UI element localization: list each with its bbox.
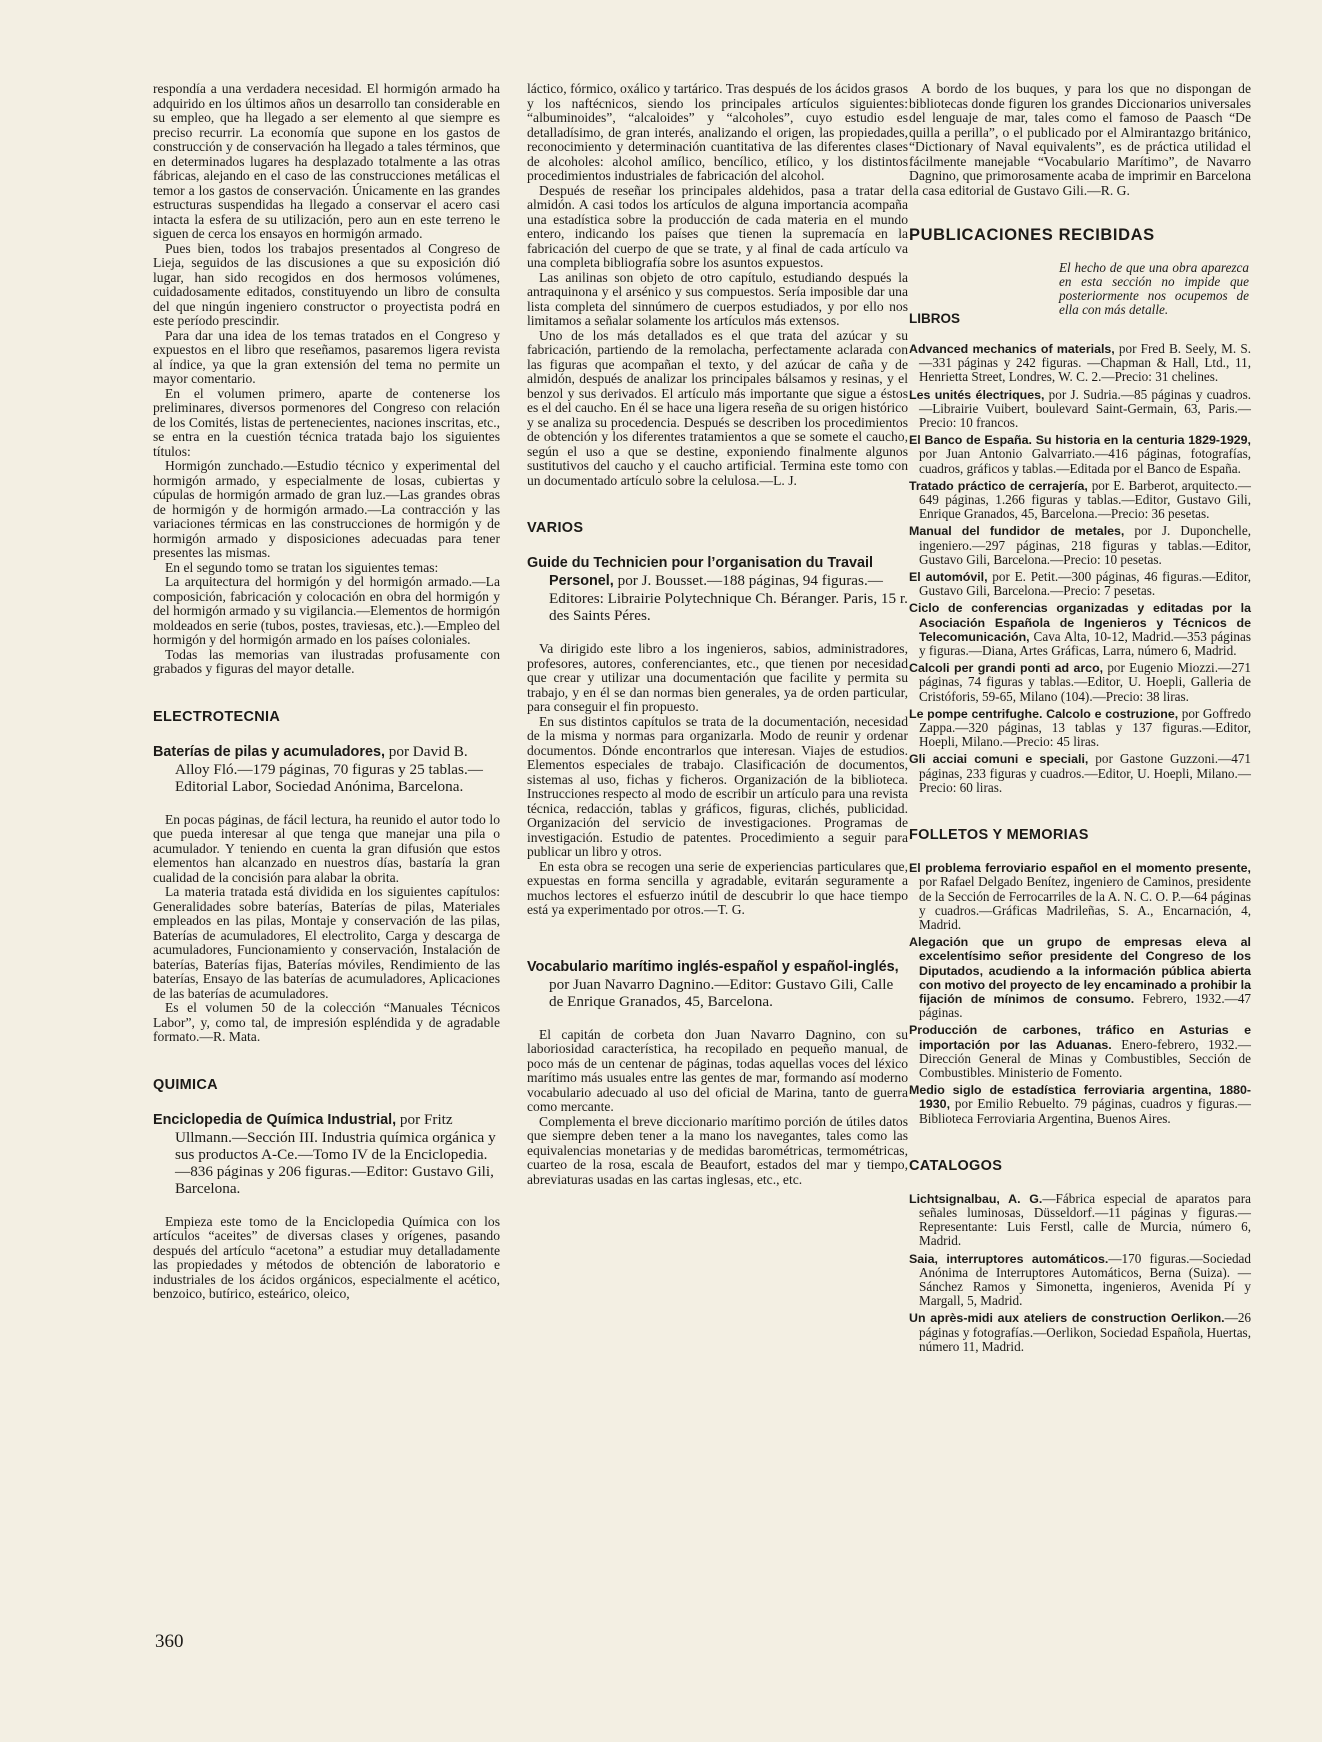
- book-details: por J. Bousset.—188 páginas, 94 figuras.—Editores: Librairie Polytechnique Ch. Béranger. Paris, 15 r. des Saints Péres.: [549, 572, 908, 624]
- book-details: por David B. Alloy Fló.—179 páginas, 70 figuras y 25 tablas.—Editorial Labor, Sociedad Anónima, Barcelona.: [175, 742, 483, 795]
- book-entry-guide: [527, 554, 908, 624]
- paragraph: El capitán de corbeta don Juan Navarro Dagnino, con su laboriosidad característica, ha recopilado en pequeño manual, de poco más de un centenar de páginas, todas aquellas voces del léxico marítimo más usuales entre las gentes de mar, formando así moderno vocabulario adecuado al uso del oficial de Marina, tanto de guerra como mercante.: [527, 1026, 908, 1114]
- paragraph: Después de reseñar los principales aldehidos, pasa a tratar del almidón. A casi todos los artículos de alguna importancia acompaña una estadística sobre la producción de cada materia en el mundo entero, indicando los países que tienen la supremacía en la fabricación del cuerpo de que se trate, y al final de cada artículo va una completa bibliografía sobre los asuntos expuestos.: [527, 182, 908, 270]
- paragraph: La arquitectura del hormigón y del hormigón armado.—La composición, fabricación y colocación en obra del hormigón y del hormigón armado y su vigilancia.—Elementos de hormigón moldeados en serie (tubos, postes, traviesas, etc.).—Empleo del hormigón y del hormigón armado en los países coloniales.: [153, 574, 500, 647]
- paragraph: En pocas páginas, de fácil lectura, ha reunido el autor todo lo que pueda interesar al que tenga que manejar una pila o acumulador. Y teniendo en cuenta la gran difusión que estos elementos han alcanzado en nuestros días, bastaría la gran cualidad de la concisión para alabar la obrita.: [153, 811, 500, 885]
- list-item: El automóvil, por E. Petit.—300 páginas, 46 figuras.—Editor, Gustavo Gili, Barcelona.—Precio: 7 pesetas.: [909, 569, 1252, 599]
- list-item: Le pompe centrifughe. Calcolo e costruzione, por Goffredo Zappa.—320 páginas, 13 tablas y 137 figuras.—Editor, Hoepli, Milano.—Precio: 45 liras.: [909, 705, 1251, 750]
- paragraph: Todas las memorias van ilustradas profusamente con grabados y figuras del mayor detalle.: [153, 646, 500, 676]
- paragraph: Uno de los más detallados es el que trata del azúcar y su fabricación, partiendo de la remolacha, perfectamente aclarada con las figuras que acompañan el texto, y del azúcar de caña y de almidón, después de analizar los principales bálsamos y resinas, y el benzol y sus derivados. El artículo más importante que sigue a éstos es el del caucho. En él se hace una ligera reseña de su origen histórico y se analiza su procedencia. Después se describen los procedimientos de obtención y los diferentes tratamientos a que se somete el caucho, según el uso a que se destine, exponiendo finalmente algunos sustitutivos del caucho y el caucho artificial. Termina este tomo con un documentado artículo sobre la celulosa.—L. J.: [527, 327, 908, 488]
- list-item: Ciclo de conferencias organizadas y editadas por la Asociación Española de Ingenieros y Técnicos de Telecomunicación, Cava Alta, 10-12, Madrid.—353 páginas y figuras.—Diana, Artes Gráficas, Larra, número 6, Madrid.: [909, 601, 1251, 659]
- section-heading-publicaciones: PUBLICACIONES RECIBIDAS: [909, 226, 1155, 244]
- section-heading-folletos: FOLLETOS Y MEMORIAS: [909, 827, 1089, 844]
- list-item: Un après-midi aux ateliers de construction Oerlikon.—26 páginas y fotografías.—Oerlikon, Sociedad Española, Huertas, número 11, Madrid.: [909, 1310, 1251, 1354]
- list-item: El Banco de España. Su historia en la centuria 1829-1929, por Juan Antonio Galvarriato.—416 páginas, fotografías, cuadros, gráficos y tablas.—Editada por el Banco de España.: [909, 433, 1251, 476]
- list-item: Les unités électriques, por J. Sudria.—85 páginas y cuadros.—Librairie Vuibert, boulevard Saint-Germain, 63, Paris.—Precio: 10 francos.: [909, 386, 1252, 431]
- list-item: Medio siglo de estadística ferroviaria argentina, 1880-1930, por Emilio Rebuelto. 79 páginas, cuadros y figuras.—Biblioteca Ferroviaria Argentina, Buenos Aires.: [909, 1083, 1251, 1126]
- list-item: Advanced mechanics of materials, por Fred B. Seely, M. S.—331 páginas y 242 figuras. —Chapman & Hall, Ltd., 11, Henrietta Street, Londres, W. C. 2.—Precio: 31 chelines.: [909, 341, 1251, 385]
- paragraph: La materia tratada está dividida en los siguientes capítulos: Generalidades sobre baterías, Baterías de pilas, Materiales empleados en las pilas, Montaje y conservación de las pilas, Baterías de acumuladores, El electrolito, Carga y descarga de acumuladores, Funcionamiento y conservación, Instalación de baterías, Baterías fijas, Baterías móviles, Rendimiento de las baterías, Ensayo de las baterías de acumuladores, Aplicaciones de las baterías de acumuladores.: [153, 884, 500, 1001]
- list-item: Calcoli per grandi ponti ad arco, por Eugenio Miozzi.—271 páginas, 74 figuras y tablas.—Editor, U. Hoepli, Galleria de Cristóforis, 59-65, Milano (104).—Precio: 38 liras.: [909, 660, 1251, 704]
- paragraph: Complementa el breve diccionario marítimo porción de útiles datos que siempre deben tener a la mano los navegantes, tales como las equivalencias monetarias y de medidas barométricas, termométricas, cuarteo de la rosa, escala de Beaufort, estados del mar y tiempo, abreviaturas usadas en las cartas inglesas, etc., etc.: [527, 1113, 908, 1187]
- book-title: Baterías de pilas y acumuladores,: [153, 743, 385, 760]
- article-continued: [153, 82, 500, 677]
- book-entry-baterias: [153, 743, 500, 795]
- list-item: Lichtsignalbau, A. G.—Fábrica especial de aparatos para señales luminosas, Düsseldorf.—11 páginas y figuras.—Representante: Luis Ferstl, calle de Murcia, número 6, Madrid.: [909, 1190, 1251, 1249]
- book-entry-vocabulario: [527, 958, 908, 1010]
- book-details: por Juan Navarro Dagnino.—Editor: Gustavo Gili, Calle de Enrique Granados, 45, Barcelona.: [549, 975, 894, 1010]
- list-item: Manual del fundidor de metales, por J. Duponchelle, ingeniero.—297 páginas, 218 figuras y tablas.—Editor, Gustavo Gili, Barcelona.—Precio: 10 pesetas.: [909, 523, 1251, 567]
- paragraph: Es el volumen 50 de la colección “Manuales Técnicos Labor”, y, como tal, de impresión espléndida y de agradable formato.—R. Mata.: [153, 1000, 500, 1044]
- list-item: Saia, interruptores automáticos.—170 figuras.—Sociedad Anónima de Interruptores Automáticos, Berna (Suiza). — Sánchez Ramos y Simonetta, ingenieros, Avenida Pí y Margall, 5, Madrid.: [909, 1250, 1251, 1309]
- page-number: 360: [155, 1631, 184, 1652]
- book-entry-enciclopedia: [153, 1111, 500, 1197]
- book-details: por Fritz Ullmann.—Sección III. Industria química orgánica y sus productos A-Ce.—Tomo IV de la Enciclopedia.—836 páginas y 206 figuras.—Editor: Gustavo Gili, Barcelona.: [175, 1110, 496, 1197]
- column-2: [527, 82, 908, 1187]
- list-item: Tratado práctico de cerrajería, por E. Barberot, arquitecto.—649 páginas, 1.266 figuras y tablas.—Editor, Gustavo Gili, Enrique Granados, 45, Barcelona.—Precio: 36 pesetas.: [909, 477, 1251, 522]
- paragraph: A bordo de los buques, y para los que no dispongan de bibliotecas donde figuren los grandes Diccionarios universales del lenguaje de mar, tales como el famoso de Paasch “De quilla a perilla”, o el publicado por el Almirantazgo británico, “Dictionary of Naval equivalents”, es de práctica utilidad el fácilmente manejable “Vocabulario Marítimo”, de Navarro Dagnino, que primorosamente acaba de imprimir en Barcelona la casa editorial de Gustavo Gili.—R. G.: [909, 81, 1251, 198]
- paragraph: Pues bien, todos los trabajos presentados al Congreso de Lieja, seguidos de las discusiones a que su exposición dió lugar, han sido recogidos en dos hermosos volúmenes, cuidadosamente editados, constituyendo un libro de consulta del que ningún ingeniero constructor o proyectista podrá en este período prescindir.: [153, 240, 500, 328]
- paragraph: En esta obra se recogen una serie de experiencias particulares que, expuestas en forma sencilla y agradable, evitarán seguramente a muchos lectores el esfuerzo inútil de descubrir lo que hace tiempo está ya experimentado por otros.—T. G.: [527, 858, 908, 917]
- section-note: El hecho de que una obra aparezca en esta sección no impide que posteriormente nos ocupemos de ella con más detalle.: [1059, 260, 1249, 317]
- paragraph: Para dar una idea de los temas tratados en el Congreso y expuestos en el libro que reseñamos, pasaremos ligera revista al índice, ya que la gran extensión del tema no permite un mayor comentario.: [153, 327, 500, 386]
- book-title: Vocabulario marítimo inglés-español y español-inglés,: [527, 958, 899, 975]
- section-heading-electrotecnia: ELECTROTECNIA: [153, 708, 281, 725]
- paragraph: En sus distintos capítulos se trata de la documentación, necesidad de la misma y normas para organizarla. Modo de reunir y ordenar documentos. Dónde encontrarlos que interesan. Viajes de estudios. Elementos especiales de trabajo. Clasificación de documentos, sistemas al uso, fichas y ficheros. Organización de la biblioteca. Instrucciones respecto al modo de escribir un artículo para una revista técnica, redacción, tablas y gráficos, figuras, clichés, publicidad. Organización del servicio de investigaciones. Programas de investigación. Estudio de patentes. Procedimiento a seguir para publicar un libro y otros.: [527, 713, 908, 859]
- paragraph: En el volumen primero, aparte de contenerse los preliminares, diversos pormenores del Congreso con relación de los Comités, listas de pertenecientes, naciones inscritas, etc., se entra en la cuestión técnica tratada bajo los siguientes títulos:: [153, 385, 500, 459]
- paragraph: Empieza este tomo de la Enciclopedia Química con los artículos “aceites” de diversas clases y orígenes, pasando después del artículo “acetona” a estudiar muy detalladamente las propiedades y métodos de obtención de laboratorio e industriales de los ácidos orgánicos, especialmente el acético, benzoico, butírico, esteárico, oleico,: [153, 1213, 500, 1301]
- paragraph: Las anilinas son objeto de otro capítulo, estudiando después la antraquinona y el arsénico y sus compuestos. Sería imposible dar una lista completa del sinnúmero de cuerpos estudiados, y por ello nos limitamos a señalar solamente los artículos más extensos.: [527, 269, 908, 328]
- paragraph: respondía a una verdadera necesidad. El hormigón armado ha adquirido en los últimos años un desarrollo tan considerable en su empleo, que ha llegado a ser elemento al que siempre es preciso recurrir. La economía que supone en los gastos de construcción y de conservación ha llegado a tales términos, que en determinados lugares ha desplazado totalmente a las otras fábricas, alejando en el caso de las construcciones metálicas el temor a los gastos de conservación. Únicamente en las grandes estructuras suspendidas ha llegado a conservar el acero casi intacta la esfera de su utilización, pero aun en este terreno le siguen de cerca los ensayos en hormigón armado.: [153, 81, 500, 241]
- book-title: Guide du Technicien pour l’organisation du Travail Personel,: [527, 555, 873, 589]
- book-title: Enciclopedia de Química Industrial,: [153, 1111, 397, 1128]
- column-3: [909, 82, 1251, 1357]
- folletos-list: [909, 861, 1251, 1126]
- list-item: Producción de carbones, tráfico en Asturias e importación por las Aduanas. Enero-febrero, 1932.—Dirección General de Minas y Combustibles, Sección de Combustibles. Ministerio de Fomento.: [909, 1023, 1251, 1080]
- list-item: Gli acciai comuni e speciali, por Gastone Guzzoni.—471 páginas, 233 figuras y cuadros.—Editor, U. Hoepli, Milano.—Precio: 60 liras.: [909, 751, 1252, 795]
- catalogos-list: [909, 1192, 1251, 1354]
- libros-list: [909, 342, 1251, 795]
- column-1: [153, 82, 500, 1302]
- list-item: Alegación que un grupo de empresas eleva al excelentísimo señor presidente del Congreso de los Diputados, acudiendo a la información pública abierta con motivo del proyecto de ley encaminado a prohibir la fijación de mínimos de consumo. Febrero, 1932.—47 páginas.: [909, 935, 1252, 1021]
- section-heading-varios: VARIOS: [527, 520, 584, 536]
- paragraph: láctico, fórmico, oxálico y tartárico. Tras después de los ácidos grasos y los naftécnicos, siendo los principales artículos siguientes: “albuminoides”, “alcaloides” y “alcoholes”, cuyo estudio es detalladísimo, de gran interés, analizando el origen, las propiedades, reconocimiento y determinación cuantitativa de las diferentes clases de alcoholes: alcohol amílico, bencílico, etílico, y los distintos procedimientos industriales de fabricación del alcohol.: [527, 81, 908, 183]
- paragraph: En el segundo tomo se tratan los siguientes temas:: [165, 559, 439, 575]
- section-heading-quimica: QUIMICA: [153, 1076, 218, 1093]
- list-item: El problema ferroviario español en el momento presente, por Rafael Delgado Benítez, ingeniero de Caminos, presidente de la Sección de Ferrocarriles de la A. N. C. O. P.—64 páginas y cuadros.—Gráficas Madrileñas, S. A., Encarnación, 4, Madrid.: [909, 861, 1251, 932]
- paragraph: Hormigón zunchado.—Estudio técnico y experimental del hormigón armado, y especialmente de losas, cubiertas y cúpulas de hormigón armado de gran luz.—Las grandes obras de hormigón y de hormigón armado.—La contracción y las variaciones térmicas en las construcciones de hormigón y de hormigón armado y disposiciones adecuadas para tener presentes las mismas.: [153, 458, 500, 560]
- subheading-libros: LIBROS: [909, 311, 961, 326]
- section-heading-catalogos: CATALOGOS: [909, 1157, 1003, 1174]
- paragraph: Va dirigido este libro a los ingenieros, sabios, administradores, profesores, autores, conferenciantes, etc., que tienen por necesidad que crear y utilizar una documentación que facilite y permita su trabajo, y en él se dan normas bien generales, ya de orden particular, para conseguir el fin propuesto.: [527, 641, 908, 714]
